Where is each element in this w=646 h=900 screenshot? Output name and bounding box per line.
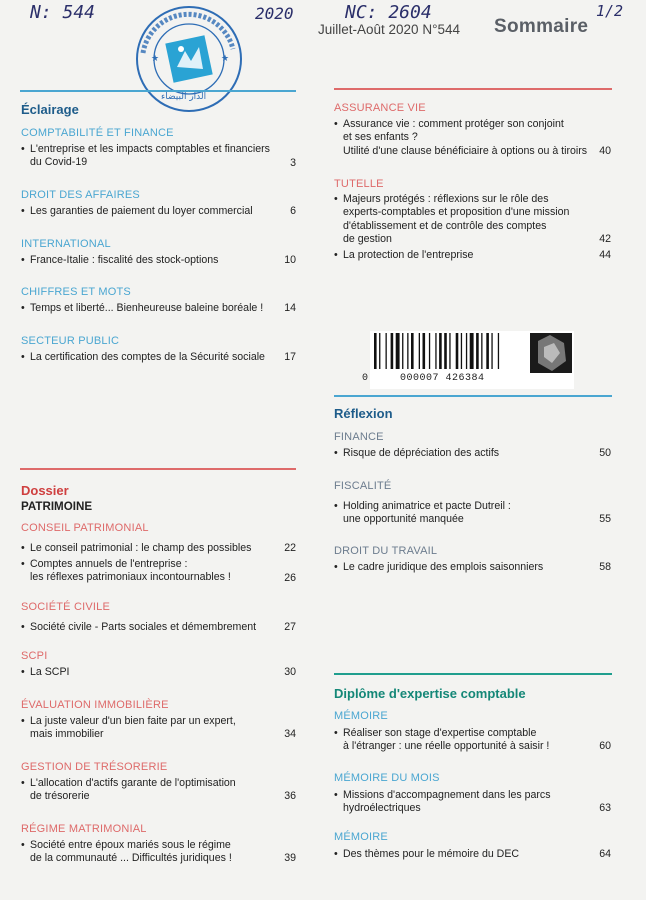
toc-entry[interactable]: • Temps et liberté... Bienheureuse baleine boréale !: [21, 302, 271, 315]
toc-entry[interactable]: • Réaliser son stage d'expertise comptable à l'étranger : une réelle opportunité à saisir !: [334, 727, 599, 754]
toc-entry[interactable]: • L'allocation d'actifs garante de l'optimisation de trésorerie: [21, 777, 276, 804]
toc-entry[interactable]: • La protection de l'entreprise: [334, 249, 599, 262]
category-droit-travail: DROIT DU TRAVAIL: [334, 545, 438, 557]
issue-date: Juillet-Août 2020 N°544: [318, 22, 460, 37]
page-title: Sommaire: [494, 16, 589, 37]
toc-page-number: 6: [290, 205, 296, 217]
diplome-title: Diplôme d'expertise comptable: [334, 686, 526, 701]
toc-entry[interactable]: • Risque de dépréciation des actifs: [334, 447, 599, 460]
category-gestion-tresorerie: GESTION DE TRÉSORERIE: [21, 761, 168, 773]
toc-entry[interactable]: • Holding animatrice et pacte Dutreil : une opportunité manquée: [334, 500, 599, 527]
toc-page-number: 34: [284, 728, 296, 740]
toc-page-number: 3: [290, 157, 296, 169]
toc-entry[interactable]: • Le conseil patrimonial : le champ des possibles: [21, 542, 276, 555]
toc-entry-text: L'entreprise et les impacts comptables et financiers du Covid-19: [30, 143, 270, 169]
toc-page-number: 40: [599, 145, 611, 157]
category-tutelle: TUTELLE: [334, 178, 384, 190]
toc-entry-text: Société entre époux mariés sous le régime de la communauté ... Difficultés juridiques !: [30, 839, 232, 865]
toc-page-number: 27: [284, 621, 296, 633]
toc-page-number: 58: [599, 561, 611, 573]
toc-page-number: 10: [284, 254, 296, 266]
svg-text:★: ★: [151, 54, 160, 64]
toc-page-number: 44: [599, 249, 611, 261]
toc-entry[interactable]: • Société civile - Parts sociales et démembrement: [21, 621, 276, 634]
reflexion-top-rule: [334, 395, 612, 397]
toc-entry[interactable]: • Des thèmes pour le mémoire du DEC: [334, 848, 599, 861]
toc-page-number: 39: [284, 852, 296, 864]
toc-entry[interactable]: • Le cadre juridique des emplois saisonniers: [334, 561, 599, 574]
toc-page-number: 60: [599, 740, 611, 752]
dossier-subtitle: PATRIMOINE: [21, 500, 93, 513]
barcode-digit-prefix: 0: [362, 373, 369, 384]
category-secteur-public: SECTEUR PUBLIC: [21, 335, 120, 347]
toc-page-number: 26: [284, 572, 296, 584]
category-societe-civile: SOCIÉTÉ CIVILE: [21, 601, 110, 613]
toc-page-number: 42: [599, 233, 611, 245]
svg-text:★: ★: [221, 54, 230, 64]
barcode-icon: [370, 331, 574, 375]
barcode-digits: 000007 426384: [400, 373, 485, 384]
right-top-rule: [334, 88, 612, 90]
toc-entry-text: Société civile - Parts sociales et démembrement: [30, 621, 257, 633]
stamp-arabic-text: الدار البيضاء: [161, 92, 207, 102]
toc-entry-text: Le conseil patrimonial : le champ des possibles: [30, 542, 252, 554]
toc-entry[interactable]: • Société entre époux mariés sous le régime de la communauté ... Difficultés juridiques !: [21, 839, 276, 866]
toc-entry-text: Comptes annuels de l'entreprise : les réflexes patrimoniaux incontournables !: [30, 558, 231, 584]
handwritten-nc-number: NC: 2604: [345, 2, 432, 23]
stamp-seal-icon: [133, 3, 245, 115]
toc-entry-text: La protection de l'entreprise: [343, 249, 474, 261]
toc-entry-text: Missions d'accompagnement dans les parcs hydroélectriques: [343, 789, 551, 815]
toc-entry-text: La juste valeur d'un bien faite par un expert, mais immobilier: [30, 715, 236, 741]
toc-page-number: 64: [599, 848, 611, 860]
toc-entry-text: Majeurs protégés : réflexions sur le rôle des experts-comptables et proposition d'une mission d'établissement et de contrôle des comptes de gestion: [343, 193, 570, 246]
toc-entry-text: La certification des comptes de la Sécurité sociale: [30, 351, 265, 363]
category-fiscalite: FISCALITÉ: [334, 480, 392, 492]
handwritten-issue-number: N: 544: [30, 2, 96, 23]
category-memoire: MÉMOIRE: [334, 710, 388, 722]
toc-entry[interactable]: • L'entreprise et les impacts comptables et financiers du Covid-19: [21, 143, 270, 169]
eclairage-title: Éclairage: [21, 102, 79, 117]
category-memoire: MÉMOIRE: [334, 831, 388, 843]
diplome-top-rule: [334, 673, 612, 675]
toc-entry[interactable]: • Majeurs protégés : réflexions sur le rôle des experts-comptables et proposition d'une mission d'établissement et de contrôle des comptes de gestion: [334, 193, 599, 247]
toc-page-number: 50: [599, 447, 611, 459]
toc-entry-text: Des thèmes pour le mémoire du DEC: [343, 848, 520, 860]
toc-page-number: 36: [284, 790, 296, 802]
toc-entry[interactable]: • La juste valeur d'un bien faite par un expert, mais immobilier: [21, 715, 276, 742]
reflexion-title: Réflexion: [334, 406, 393, 421]
category-finance: FINANCE: [334, 431, 384, 443]
toc-page-number: 55: [599, 513, 611, 525]
toc-entry[interactable]: • Les garanties de paiement du loyer commercial: [21, 205, 271, 218]
toc-entry[interactable]: • La certification des comptes de la Sécurité sociale: [21, 351, 276, 364]
toc-entry-text: Temps et liberté... Bienheureuse baleine boréale !: [30, 302, 264, 314]
toc-entry-text: France-Italie : fiscalité des stock-options: [30, 254, 219, 266]
toc-entry-text: La SCPI: [30, 666, 70, 678]
toc-entry-text: Le cadre juridique des emplois saisonniers: [343, 561, 544, 573]
toc-entry-text: Réaliser son stage d'expertise comptable à l'étranger : une réelle opportunité à saisir !: [343, 727, 550, 753]
category-regime-matrimonial: RÉGIME MATRIMONIAL: [21, 823, 147, 835]
toc-page-number: 30: [284, 666, 296, 678]
toc-entry[interactable]: • Comptes annuels de l'entreprise : les réflexes patrimoniaux incontournables !: [21, 558, 276, 585]
handwritten-year: 2020: [255, 4, 294, 23]
toc-entry-text: L'allocation d'actifs garante de l'optimisation de trésorerie: [30, 777, 236, 803]
category-assurance-vie: ASSURANCE VIE: [334, 102, 426, 114]
library-stamp: [133, 3, 245, 115]
dossier-title: Dossier: [21, 483, 69, 498]
category-conseil-patrimonial: CONSEIL PATRIMONIAL: [21, 522, 149, 534]
category-evaluation-immobiliere: ÉVALUATION IMMOBILIÈRE: [21, 699, 169, 711]
toc-entry[interactable]: • Assurance vie : comment protéger son conjoint et ses enfants ? Utilité d'une clause bénéficiaire à options ou à tiroirs: [334, 118, 599, 158]
category-scpi: SCPI: [21, 650, 48, 662]
dossier-top-rule: [20, 468, 296, 470]
category-memoire-du-mois: MÉMOIRE DU MOIS: [334, 772, 440, 784]
toc-entry-text: Holding animatrice et pacte Dutreil : une opportunité manquée: [343, 500, 511, 526]
toc-page-number: 63: [599, 802, 611, 814]
toc-page-number: 22: [284, 542, 296, 554]
toc-entry[interactable]: • Missions d'accompagnement dans les parcs hydroélectriques: [334, 789, 599, 816]
toc-page-number: 14: [284, 302, 296, 314]
category-droit-affaires: DROIT DES AFFAIRES: [21, 189, 140, 201]
toc-page-number: 17: [284, 351, 296, 363]
toc-entry-text: Les garanties de paiement du loyer commercial: [30, 205, 253, 217]
eclairage-top-rule: [20, 90, 296, 92]
category-international: INTERNATIONAL: [21, 238, 111, 250]
toc-entry[interactable]: • France-Italie : fiscalité des stock-options: [21, 254, 271, 267]
category-chiffres-mots: CHIFFRES ET MOTS: [21, 286, 131, 298]
toc-entry-text: Assurance vie : comment protéger son conjoint et ses enfants ? Utilité d'une clause bénéficiaire à options ou à tiroirs: [343, 118, 588, 157]
handwritten-fraction: 1/2: [596, 2, 624, 20]
toc-entry[interactable]: • La SCPI: [21, 666, 276, 679]
category-comptabilite-finance: COMPTABILITÉ ET FINANCE: [21, 127, 174, 139]
toc-entry-text: Risque de dépréciation des actifs: [343, 447, 500, 459]
